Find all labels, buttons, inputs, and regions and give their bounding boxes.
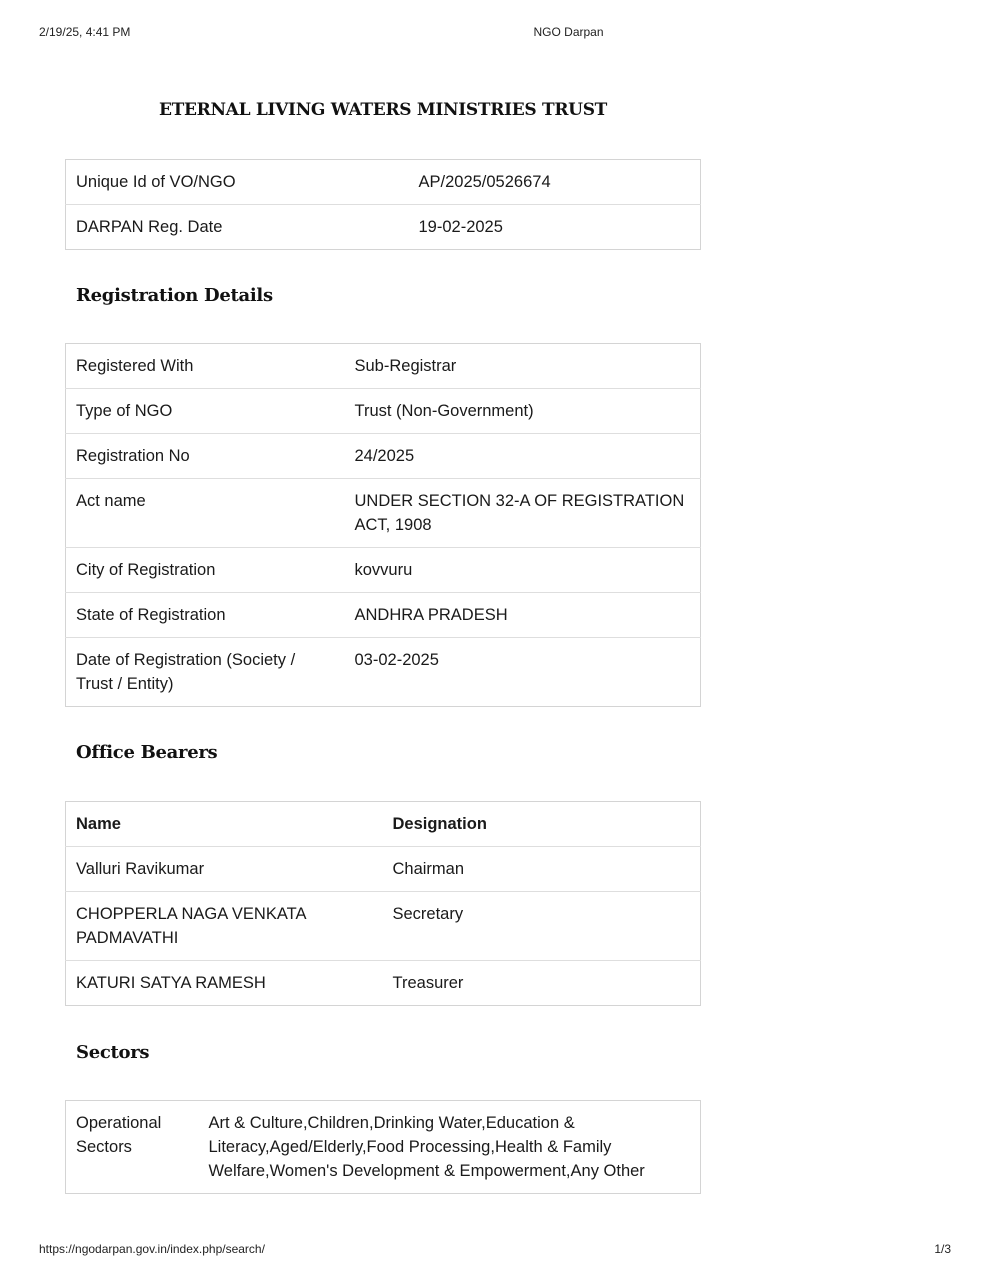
table-row	[66, 593, 701, 638]
table-row	[66, 160, 701, 205]
row-value: UNDER SECTION 32-A OF REGISTRATION ACT, 1908	[345, 479, 701, 548]
registration-table	[65, 343, 701, 707]
operational-sectors-label: Operational Sectors	[76, 1114, 162, 1156]
row-value: kovvuru	[345, 548, 701, 593]
bearer-designation: Secretary	[383, 892, 701, 961]
column-header-designation: Designation	[392, 815, 487, 833]
row-value: 24/2025	[345, 434, 701, 479]
row-label: State of Registration	[66, 593, 345, 638]
row-value: Trust (Non-Government)	[345, 389, 701, 434]
office-bearers-heading: Office Bearers	[76, 742, 218, 763]
page-number: 1/3	[934, 1242, 951, 1256]
registration-details-heading: Registration Details	[76, 285, 273, 306]
darpan-reg-date-value: 19-02-2025	[409, 205, 701, 250]
row-label: Act name	[66, 479, 345, 548]
identity-table	[65, 159, 701, 250]
print-datetime: 2/19/25, 4:41 PM	[39, 25, 131, 39]
sectors-heading: Sectors	[76, 1042, 150, 1063]
table-row	[66, 548, 701, 593]
print-url: https://ngodarpan.gov.in/index.php/search/	[39, 1242, 265, 1256]
table-row	[66, 1101, 701, 1194]
bearer-name: KATURI SATYA RAMESH	[66, 961, 383, 1006]
print-site-title: NGO Darpan	[533, 25, 604, 39]
column-header-name: Name	[76, 815, 121, 833]
bearer-designation: Treasurer	[383, 961, 701, 1006]
bearer-name: CHOPPERLA NAGA VENKATA PADMAVATHI	[66, 892, 383, 961]
office-bearers-table	[65, 801, 701, 1006]
sectors-table	[65, 1100, 701, 1194]
row-label: Date of Registration (Society / Trust / Entity)	[66, 638, 345, 707]
row-value: 03-02-2025	[345, 638, 701, 707]
table-row	[66, 892, 701, 961]
org-name-title: ETERNAL LIVING WATERS MINISTRIES TRUST	[158, 100, 608, 120]
table-row	[66, 434, 701, 479]
bearer-name: Valluri Ravikumar	[66, 847, 383, 892]
row-value: Sub-Registrar	[354, 357, 457, 375]
table-row	[66, 389, 701, 434]
unique-id-label: Unique Id of VO/NGO	[76, 173, 236, 191]
darpan-reg-date-label: DARPAN Reg. Date	[66, 205, 409, 250]
row-label: Registered With	[76, 357, 194, 375]
row-value: ANDHRA PRADESH	[345, 593, 701, 638]
table-row	[66, 638, 701, 707]
row-label: Registration No	[66, 434, 345, 479]
row-label: City of Registration	[66, 548, 345, 593]
table-row	[66, 344, 701, 389]
unique-id-value: AP/2025/0526674	[418, 173, 551, 191]
table-row	[66, 479, 701, 548]
table-row	[66, 961, 701, 1006]
operational-sectors-value: Art & Culture,Children,Drinking Water,Education & Literacy,Aged/Elderly,Food Processing,Health & Family Welfare,Women's Development & Empowerment,Any Other	[208, 1114, 645, 1180]
bearer-designation: Chairman	[383, 847, 701, 892]
table-row	[66, 847, 701, 892]
table-header-row	[66, 802, 701, 847]
row-label: Type of NGO	[66, 389, 345, 434]
table-row	[66, 205, 701, 250]
